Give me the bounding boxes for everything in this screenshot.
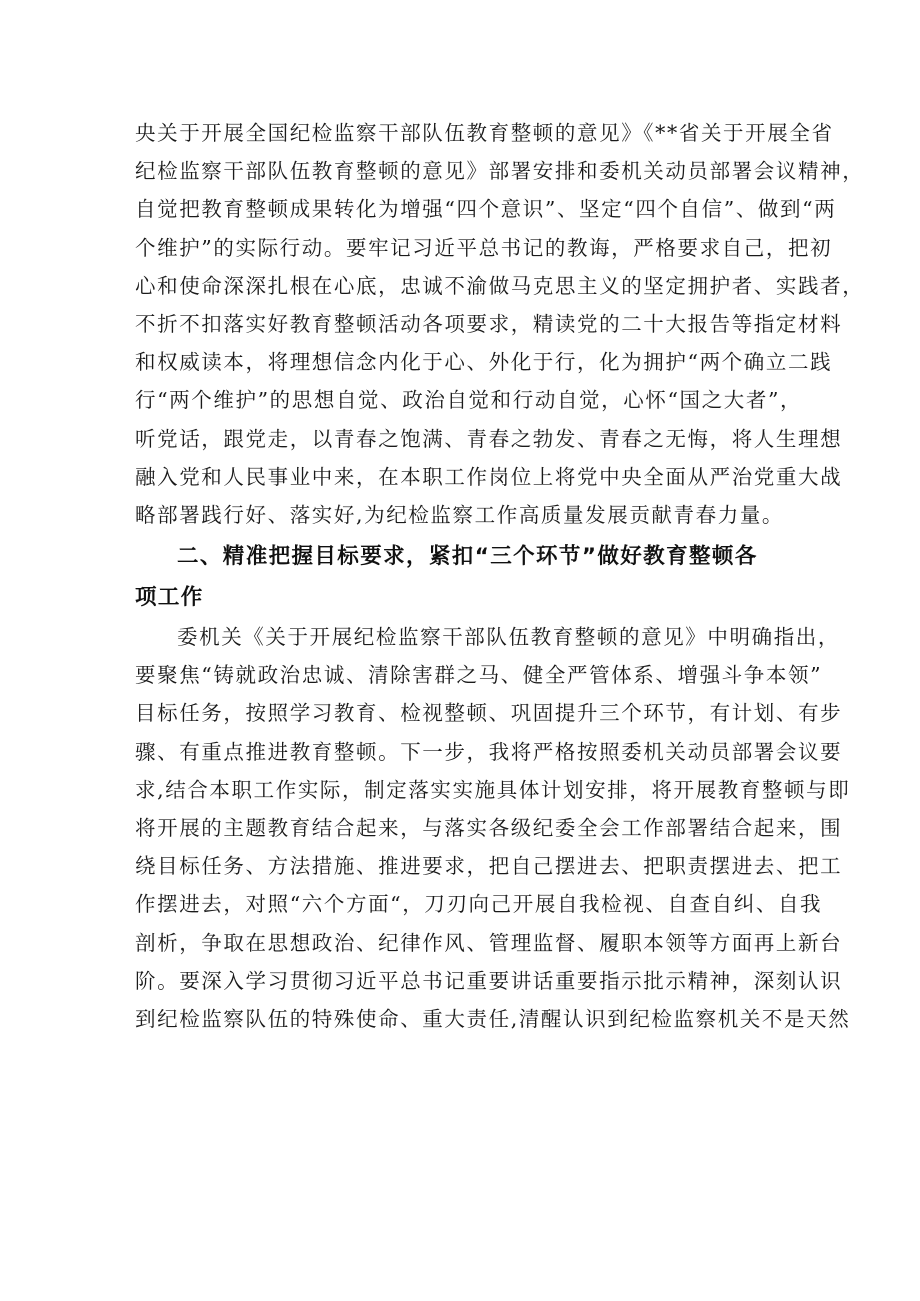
paragraph-line: 略部署践行好、落实好,为纪检监察工作高质量发展贡献青春力量。 [135,502,785,527]
paragraph-line: 融入党和人民事业中来，在本职工作岗位上将党中央全面从严治党重大战 [135,464,843,489]
paragraph-line: 央关于开展全国纪检监察干部队伍教育整顿的意见》《**省关于开展全省 [135,121,834,145]
paragraph-line: 到纪检监察队伍的特殊使命、重大责任,清醒认识到纪检监察机关不是天然 [135,1006,851,1031]
paragraph-line: 求,结合本职工作实际，制定落实实施具体计划安排，将开展教育整顿与即 [135,777,851,802]
paragraph-line: 心和使命深深扎根在心底，忠诚不渝做马克思主义的坚定拥护者、实践者， [135,273,865,298]
paragraph-line: 剖析，争取在思想政治、纪律作风、管理监督、履职本领等方面再上新台 [135,930,843,955]
paragraph-line: 委机关《关于开展纪检监察干部队伍教育整顿的意见》中明确指出， [177,625,840,650]
paragraph-line: 不折不扣落实好教育整顿活动各项要求，精读党的二十大报告等指定材料 [135,311,843,336]
paragraph-line: 自觉把教育整顿成果转化为增强“四个意识”、坚定“四个自信”、做到“两 [135,197,837,222]
paragraph-line: 将开展的主题教育结合起来，与落实各级纪委全会工作部署结合起来，围 [135,816,843,840]
paragraph-line: 行“两个维护”的思想自觉、政治自觉和行动自觉，心怀“国之大者”， [135,388,803,413]
paragraph-line: 阶。要深入学习贯彻习近平总书记重要讲话重要指示批示精神，深刻认识 [135,968,843,993]
paragraph-1 [135,114,865,534]
heading-line: 项工作 [135,585,204,611]
paragraph-line: 听党话，跟党走，以青春之饱满、青春之勃发、青春之无悔，将人生理想 [135,426,843,451]
paragraph-2 [135,618,851,1038]
paragraph-line: 纪检监察干部队伍教育整顿的意见》部署安排和委机关动员部署会议精神， [135,159,865,184]
paragraph-line: 目标任务，按照学习教育、检视整顿、巩固提升三个环节，有计划、有步 [135,701,843,726]
paragraph-line: 骤、有重点推进教育整顿。下一步，我将严格按照委机关动员部署会议要 [135,739,843,764]
paragraph-line: 绕目标任务、方法措施、推进要求，把自己摆进去、把职责摆进去、把工 [135,854,843,879]
paragraph-line: 作摆进去，对照“六个方面“，刀刃向己开展自我检视、自查自纠、自我 [135,892,823,917]
paragraph-line: 和权威读本，将理想信念内化于心、外化于行，化为拥护“两个确立二践 [135,350,833,375]
document-body [135,114,865,1038]
paragraph-line: 要聚焦“铸就政治忠诚、清除害群之马、健全严管体系、增强斗争本领” [135,663,823,688]
paragraph-line: 个维护”的实际行动。要牢记习近平总书记的教诲，严格要求自己，把初 [135,235,833,260]
section-heading-2 [135,536,795,618]
heading-line: 二、精准把握目标要求，紧扣“三个环节”做好教育整顿各 [177,544,758,570]
